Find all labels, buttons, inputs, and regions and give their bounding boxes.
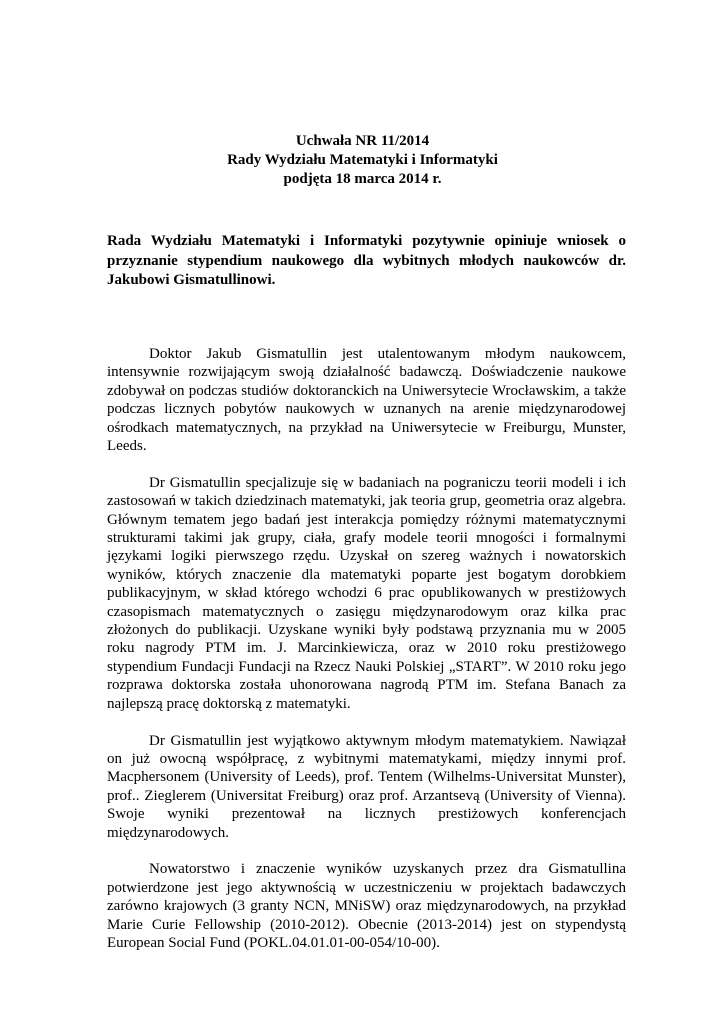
resolution-number: Uchwała NR 11/2014 <box>295 133 430 149</box>
paragraph-collaboration: Dr Gismatullin jest wyjątkowo aktywnym młodym matematykiem. Nawiązał on już owocną współpracę, z wybitnymi matematykami, między innymi prof. Macphersonem (University of Leeds), prof. Tentem (Wilhelms-Universitat Munster), prof.. Zieglerem (Universitat Freiburg) oraz prof. Arzantsevą (University of Vienna). Swoje wyniki prezentował na licznych prestiżowych konferencjach międzynarodowych. <box>107 732 626 841</box>
paragraph-projects: Nowatorstwo i znaczenie wyników uzyskanych przez dra Gismatullina potwierdzone jest jego aktywnością w uczestniczeniu w projektach badawczych zarówno krajowych (3 granty NCN, MNiSW) oraz międzynarodowych, na przykład Marie Curie Fellowship (2010-2012). Obecnie (2013-2014) jest on stypendystą European Social Fund (POKL.04.01.01-00-054/10-00). <box>107 861 626 951</box>
paragraph-research: Dr Gismatullin specjalizuje się w badaniach na pograniczu teorii modeli i ich zastosowań w takich dziedzinach matematyki, jak teoria grup, geometria oraz algebra. Głównym tematem jego badań jest interakcja pomiędzy różnymi matematycznymi strukturami takimi jak grupy, ciała, grafy modele teorii mnogości i formalnymi językami logiki pierwszego rzędu. Uzyskał on szereg ważnych i nowatorskich wyników, których znaczenie dla matematyki poparte jest bogatym dorobkiem publikacyjnym, w skład którego wchodzi 6 prac opublikowanych w prestiżowych czasopismach matematycznych o zasięgu międzynarodowym oraz kilka prac złożonych do publikacji. Uzyskane wyniki były podstawą przyznania mu w 2005 roku nagrody PTM im. J. Marcinkiewicza, oraz w 2010 roku prestiżowego stypendium Fundacji Fundacji na Rzecz Nauki Polskiej „START”. W 2010 roku jego rozprawa doktorska została uhonorowana nagrodą PTM im. Stefana Banach za najlepszą pracę doktorską z matematyki. <box>107 474 626 712</box>
adoption-date: podjęta 18 marca 2014 r. <box>283 171 442 187</box>
justification-body <box>107 345 626 971</box>
resolution-statement: Rada Wydziału Matematyki i Informatyki pozytywnie opiniuje wniosek o przyznanie stypendium naukowego dla wybitnych młodych naukowców dr. Jakubowi Gismatullinowi. <box>107 233 626 288</box>
council-name: Rady Wydziału Matematyki i Informatyki <box>227 152 498 168</box>
paragraph-introduction: Doktor Jakub Gismatullin jest utalentowanym młodym naukowcem, intensywnie rozwijającym swoją działalność badawczą. Doświadczenie naukowe zdobywał on podczas studiów doktoranckich na Uniwersytecie Wrocławskim, a także podczas licznych pobytów naukowych w uznanych na arenie międzynarodowej ośrodkach matematycznych, na przykład na Uniwersytecie w Freiburgu, Munster, Leeds. <box>107 346 626 455</box>
document-header <box>0 132 725 189</box>
